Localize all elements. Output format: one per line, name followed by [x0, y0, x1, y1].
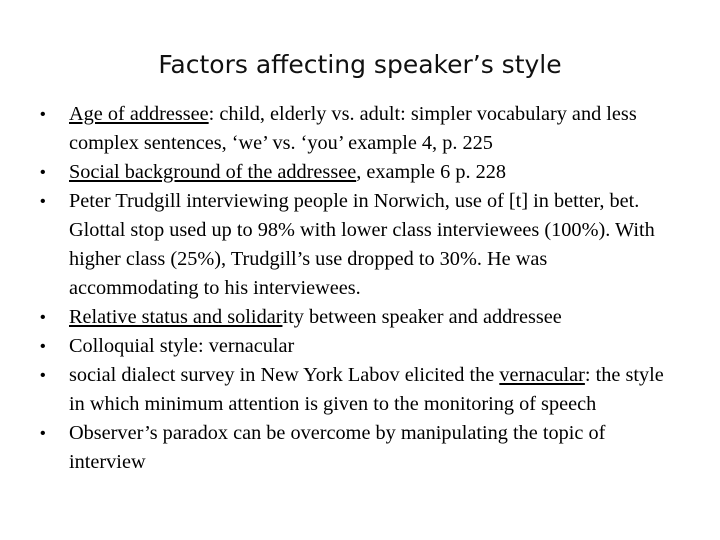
bullet-list — [40, 100, 680, 477]
bullet-item — [40, 187, 680, 303]
slide-title: Factors affecting speaker’s style — [158, 50, 562, 79]
bullet-text: , example 6 p. 228 — [356, 161, 507, 183]
bullet-item — [40, 303, 680, 332]
bullet-underlined-text: vernacular — [499, 364, 585, 386]
bullet-item — [40, 419, 680, 477]
bullet-item — [40, 332, 680, 361]
bullet-underlined-text: Relative status and solidar — [69, 306, 283, 328]
bullet-item — [40, 100, 680, 158]
bullet-text: Colloquial style: vernacular — [69, 335, 295, 357]
bullet-item — [40, 158, 680, 187]
bullet-text: : child, elderly vs. adult: simpler vocabulary and less complex sentences, ‘we’ vs. ‘you’ example 4, p. 225 — [69, 103, 637, 154]
bullet-underlined-text: Age of addressee — [69, 103, 209, 125]
bullet-text: social dialect survey in New York Labov elicited the — [69, 364, 500, 386]
bullet-item — [40, 361, 680, 419]
bullet-text: Observer’s paradox can be overcome by manipulating the topic of interview — [69, 422, 606, 473]
bullet-underlined-text: Social background of the addressee — [69, 161, 357, 183]
bullet-text: Peter Trudgill interviewing people in Norwich, use of [t] in better, bet. Glottal stop used up to 98% with lower class interviewees (100%). With higher class (25%), Trudgill’s use dropped to 30%. He was accommodating to his interviewees. — [69, 190, 655, 299]
bullet-text: : the style in which minimum attention is given to the monitoring of speech — [69, 364, 664, 415]
bullet-text: ity between speaker and addressee — [282, 306, 562, 328]
